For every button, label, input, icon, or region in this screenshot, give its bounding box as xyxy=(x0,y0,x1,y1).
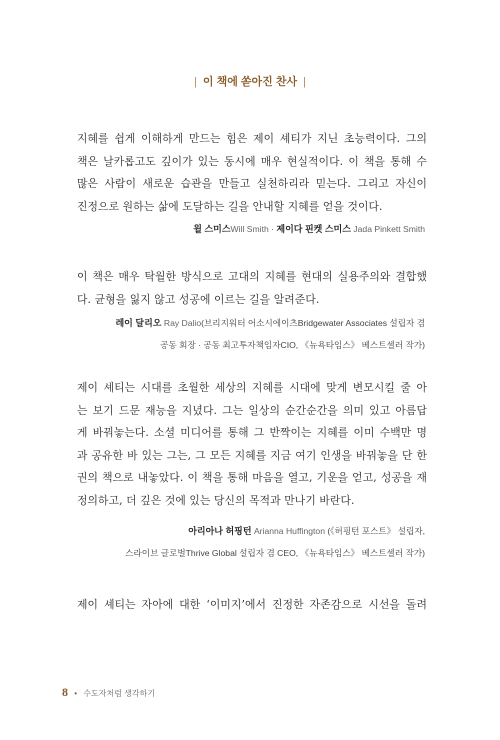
attribution-detail: 공동 회장 · 공동 최고투자책임자CIO, 《뉴욕타임스》 베스트셀러 작가) xyxy=(160,340,425,350)
text-line: 지혜를 쉽게 이해하게 만드는 힘은 제이 셰티가 지닌 초능력이다. 그의 xyxy=(77,132,427,145)
text-line: 책은 날카롭고도 깊이가 있는 동시에 매우 현실적이다. 이 책을 통해 수 xyxy=(77,154,427,168)
book-title: 수도자처럼 생각하기 xyxy=(83,689,156,698)
quote-1-attribution xyxy=(193,220,425,238)
text-line: 이 책은 매우 탁월한 방식으로 고대의 지혜를 현대의 실용주의와 결합했 xyxy=(77,270,427,283)
attribution-line xyxy=(115,336,425,354)
attribution-name-en: Will Smith xyxy=(230,224,269,234)
attribution-name: 레이 달리오 xyxy=(115,318,162,328)
attribution-name-2: 제이다 핀켓 스미스 xyxy=(276,224,351,234)
text-line: 과 공유한 바 있는 그는, 그 모든 지혜를 지금 여기 인생을 바꿔놓을 단 한 xyxy=(77,448,427,462)
text-line: 는 보기 드문 재능을 지녔다. 그는 일상의 순간순간을 의미 있고 아름답 xyxy=(77,403,427,417)
page-footer xyxy=(62,685,155,700)
attribution-line xyxy=(193,220,425,238)
text-line: 권의 책으로 내놓았다. 이 책을 통해 마음을 열고, 기운을 얻고, 성공을 재 xyxy=(77,471,427,484)
attribution-name-en: Arianna Huffington xyxy=(251,526,325,536)
text-line: 진정으로 원하는 삶에 도달하는 길을 안내할 지혜를 얻을 것이다. xyxy=(77,199,383,213)
attribution-separator: · xyxy=(268,224,277,234)
section-header xyxy=(0,73,500,89)
attribution-line xyxy=(125,522,425,540)
attribution-line xyxy=(125,544,425,562)
quote-4-body xyxy=(77,594,427,617)
footer-bullet: • xyxy=(74,689,78,698)
text-line: 다. 균형을 잃지 않고 성공에 이르는 길을 알려준다. xyxy=(77,292,320,306)
text-line: 많은 사람이 새로운 습관을 만들고 실천하리라 믿는다. 그리고 자신이 xyxy=(77,177,427,190)
attribution-detail: (브리지워터 어소시에이츠Bridgewater Associates 설립자 겸 xyxy=(201,318,425,328)
text-line: 제이 셰티는 자아에 대한 ‘이미지’에서 진정한 자존감으로 시선을 돌려 xyxy=(77,598,427,611)
quote-2-body xyxy=(77,266,427,311)
attribution-name-2-en: Jada Pinkett Smith xyxy=(350,224,425,234)
text-line: 게 바꿔놓는다. 소셜 미디어를 통해 그 반짝이는 지혜를 이미 수백만 명 xyxy=(77,426,427,439)
attribution-detail: (《허핑턴 포스트》 설립자, xyxy=(324,526,425,536)
attribution-line xyxy=(115,314,425,332)
header-bar-right: | xyxy=(303,76,307,88)
attribution-name-en: Ray Dalio xyxy=(161,318,202,328)
quote-1-body xyxy=(77,128,427,218)
attribution-detail: 스라이브 글로벌Thrive Global 설립자 겸 CEO, 《뉴욕타임스》 베스트셀러 작가) xyxy=(125,548,425,558)
header-bar-left: | xyxy=(193,76,197,88)
attribution-name: 아리아나 허핑턴 xyxy=(188,526,252,536)
attribution-name: 윌 스미스 xyxy=(193,224,231,234)
quote-3-body xyxy=(77,377,427,512)
text-line: 정의하고, 더 깊은 것에 있는 당신의 목적과 만나기 바란다. xyxy=(77,493,355,507)
text-line: 제이 셰티는 시대를 초월한 세상의 지혜를 시대에 맞게 변모시킬 줄 아 xyxy=(77,381,427,394)
page-number: 8 xyxy=(62,685,68,699)
quote-2-attribution xyxy=(115,314,425,354)
header-title: 이 책에 쏟아진 찬사 xyxy=(202,76,298,88)
quote-3-attribution xyxy=(125,522,425,562)
